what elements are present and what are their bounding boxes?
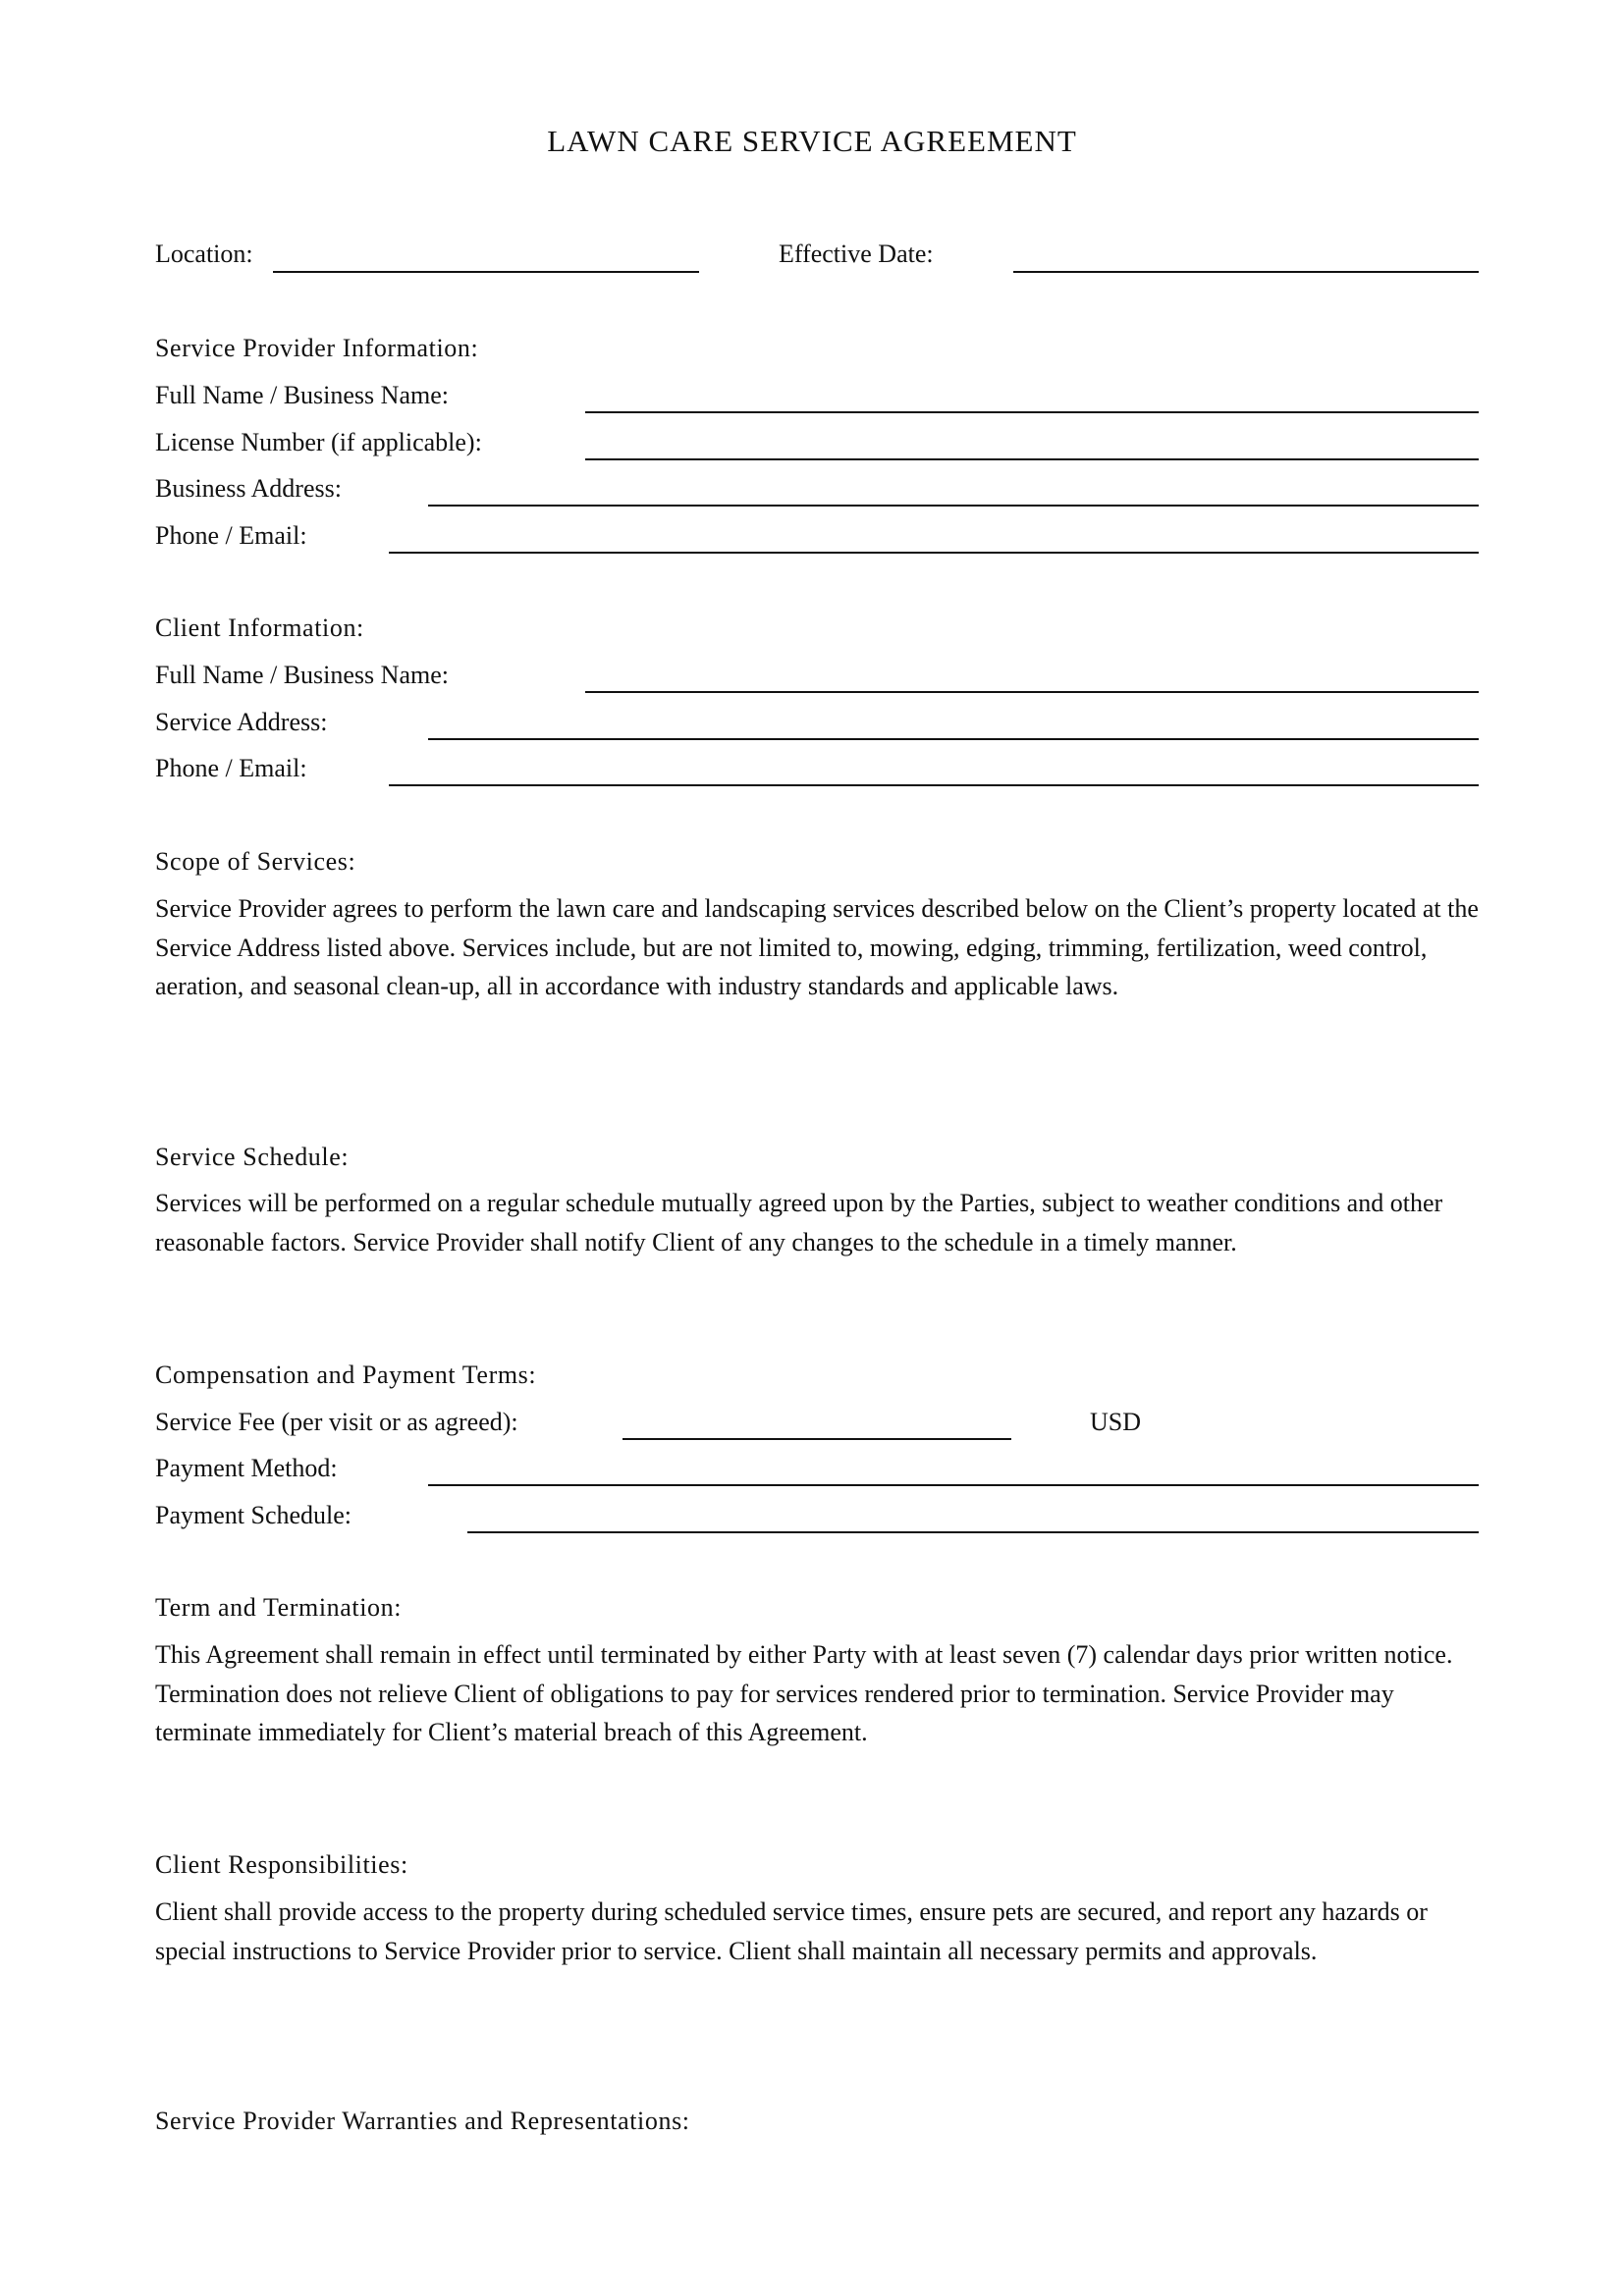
- schedule-heading: Service Schedule:: [155, 1143, 350, 1171]
- compensation-heading: Compensation and Payment Terms:: [155, 1361, 537, 1389]
- provider-phone-email-field[interactable]: [389, 552, 1479, 554]
- provider-name-label: Full Name / Business Name:: [155, 381, 449, 409]
- payment-method-label: Payment Method:: [155, 1454, 338, 1482]
- client-name-label: Full Name / Business Name:: [155, 661, 449, 689]
- provider-phone-email-label: Phone / Email:: [155, 521, 307, 550]
- location-label: Location:: [155, 240, 253, 268]
- client-responsibilities-text: Client shall provide access to the property during scheduled service times, ensure pets are secured, and report any hazards or special instructions to Service Provider prior to service. Client shall maintain all necessary permits and approvals.: [155, 1897, 1428, 1965]
- currency-label: USD: [1090, 1408, 1142, 1436]
- warranties-heading: Service Provider Warranties and Representations:: [155, 2107, 690, 2135]
- effective-date-field[interactable]: [1013, 271, 1479, 273]
- service-fee-label: Service Fee (per visit or as agreed):: [155, 1408, 518, 1436]
- scope-heading: Scope of Services:: [155, 847, 356, 876]
- provider-license-field[interactable]: [585, 458, 1479, 460]
- provider-name-field[interactable]: [585, 411, 1479, 413]
- client-name-field[interactable]: [585, 691, 1479, 693]
- payment-schedule-label: Payment Schedule:: [155, 1501, 352, 1529]
- scope-text: Service Provider agrees to perform the lawn care and landscaping services described below on the Client’s property located at the Service Address listed above. Services include, but are not limited to, mowing, edging, trimming, fertilization, weed control, aeration, and seasonal clean-up, all in accordance with industry standards and applicable laws.: [155, 894, 1479, 1000]
- term-text: This Agreement shall remain in effect until terminated by either Party with at least seven (7) calendar days prior written notice. Termination does not relieve Client of obligations to pay for services rendered prior to termination. Service Provider may terminate immediately for Client’s material breach of this Agreement.: [155, 1640, 1453, 1746]
- provider-address-field[interactable]: [428, 505, 1479, 507]
- effective-date-label: Effective Date:: [779, 240, 934, 268]
- location-field[interactable]: [273, 271, 699, 273]
- client-address-label: Service Address:: [155, 708, 328, 736]
- provider-address-label: Business Address:: [155, 474, 342, 503]
- term-heading: Term and Termination:: [155, 1593, 403, 1622]
- payment-schedule-field[interactable]: [467, 1531, 1479, 1533]
- client-address-field[interactable]: [428, 738, 1479, 740]
- payment-method-field[interactable]: [428, 1484, 1479, 1486]
- schedule-text: Services will be performed on a regular schedule mutually agreed upon by the Parties, subject to weather conditions and other reasonable factors. Service Provider shall notify Client of any changes to the schedule in a timely manner.: [155, 1189, 1443, 1256]
- service-provider-heading: Service Provider Information:: [155, 334, 479, 362]
- client-info-heading: Client Information:: [155, 614, 364, 642]
- document-title: LAWN CARE SERVICE AGREEMENT: [547, 124, 1077, 158]
- client-responsibilities-heading: Client Responsibilities:: [155, 1850, 408, 1879]
- provider-license-label: License Number (if applicable):: [155, 428, 482, 456]
- client-phone-email-field[interactable]: [389, 784, 1479, 786]
- service-fee-field[interactable]: [623, 1438, 1011, 1440]
- client-phone-email-label: Phone / Email:: [155, 754, 307, 782]
